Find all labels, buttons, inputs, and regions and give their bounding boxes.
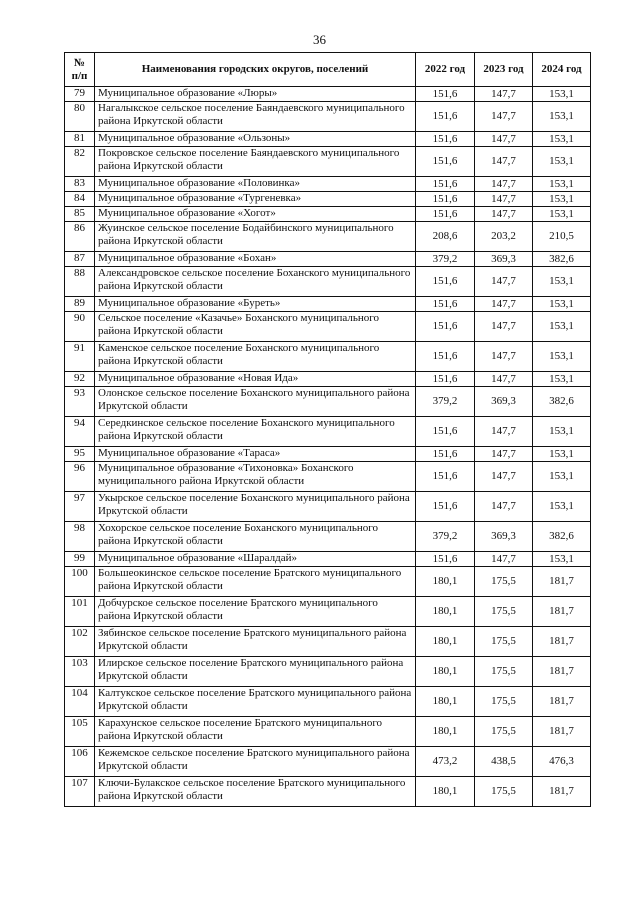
row-number: 87 [65, 252, 95, 267]
table-header-row [65, 53, 591, 87]
row-number: 86 [65, 222, 95, 252]
row-number: 102 [65, 627, 95, 657]
table-row [65, 657, 591, 687]
row-value-2023: 147,7 [475, 177, 533, 192]
row-value-2023: 369,3 [475, 387, 533, 417]
table-row [65, 747, 591, 777]
row-value-2022: 151,6 [416, 342, 475, 372]
row-value-2022: 151,6 [416, 372, 475, 387]
row-number: 79 [65, 87, 95, 102]
row-number: 88 [65, 267, 95, 297]
header-num: № п/п [65, 53, 95, 87]
municipalities-table [64, 52, 591, 807]
row-number: 85 [65, 207, 95, 222]
row-value-2023: 147,7 [475, 342, 533, 372]
row-value-2022: 180,1 [416, 597, 475, 627]
row-value-2024: 181,7 [533, 627, 591, 657]
row-name: Большеокинское сельское поселение Братского муниципального района Иркутской области [95, 567, 416, 597]
row-value-2024: 153,1 [533, 87, 591, 102]
row-value-2024: 153,1 [533, 132, 591, 147]
table-row [65, 777, 591, 807]
row-value-2023: 147,7 [475, 147, 533, 177]
row-number: 81 [65, 132, 95, 147]
row-value-2023: 147,7 [475, 192, 533, 207]
row-name: Александровское сельское поселение Боханского муниципального района Иркутской области [95, 267, 416, 297]
row-name: Муниципальное образование «Люры» [95, 87, 416, 102]
row-value-2023: 175,5 [475, 717, 533, 747]
row-value-2022: 208,6 [416, 222, 475, 252]
row-value-2022: 379,2 [416, 522, 475, 552]
row-number: 84 [65, 192, 95, 207]
table-row [65, 567, 591, 597]
table-row [65, 297, 591, 312]
row-number: 100 [65, 567, 95, 597]
row-name: Муниципальное образование «Хогот» [95, 207, 416, 222]
table-row [65, 627, 591, 657]
header-name: Наименования городских округов, поселений [95, 53, 416, 87]
row-value-2024: 153,1 [533, 147, 591, 177]
row-number: 103 [65, 657, 95, 687]
row-value-2023: 147,7 [475, 207, 533, 222]
row-name: Каменское сельское поселение Боханского муниципального района Иркутской области [95, 342, 416, 372]
row-value-2024: 153,1 [533, 447, 591, 462]
row-value-2022: 180,1 [416, 687, 475, 717]
row-name: Ключи-Булакское сельское поселение Братского муниципального района Иркутской области [95, 777, 416, 807]
row-number: 93 [65, 387, 95, 417]
row-value-2023: 147,7 [475, 87, 533, 102]
row-value-2023: 369,3 [475, 522, 533, 552]
table-row [65, 132, 591, 147]
row-name: Муниципальное образование «Тургеневка» [95, 192, 416, 207]
row-value-2023: 147,7 [475, 447, 533, 462]
row-name: Зябинское сельское поселение Братского муниципального района Иркутской области [95, 627, 416, 657]
row-value-2023: 175,5 [475, 657, 533, 687]
table-row [65, 147, 591, 177]
row-value-2023: 175,5 [475, 777, 533, 807]
row-value-2023: 438,5 [475, 747, 533, 777]
table-row [65, 192, 591, 207]
row-number: 98 [65, 522, 95, 552]
row-name: Нагалыкское сельское поселение Баяндаевского муниципального района Иркутской области [95, 102, 416, 132]
row-value-2024: 153,1 [533, 342, 591, 372]
row-value-2024: 153,1 [533, 492, 591, 522]
row-number: 83 [65, 177, 95, 192]
row-number: 96 [65, 462, 95, 492]
row-name: Хохорское сельское поселение Боханского муниципального района Иркутской области [95, 522, 416, 552]
row-value-2023: 175,5 [475, 567, 533, 597]
table-row [65, 687, 591, 717]
row-value-2023: 175,5 [475, 687, 533, 717]
row-name: Муниципальное образование «Тараса» [95, 447, 416, 462]
row-number: 89 [65, 297, 95, 312]
table-row [65, 447, 591, 462]
row-name: Карахунское сельское поселение Братского муниципального района Иркутской области [95, 717, 416, 747]
row-value-2022: 151,6 [416, 102, 475, 132]
row-value-2022: 180,1 [416, 567, 475, 597]
row-name: Муниципальное образование «Новая Ида» [95, 372, 416, 387]
table-body [65, 87, 591, 807]
row-number: 95 [65, 447, 95, 462]
row-value-2023: 147,7 [475, 462, 533, 492]
row-value-2022: 473,2 [416, 747, 475, 777]
row-value-2022: 151,6 [416, 462, 475, 492]
row-value-2022: 151,6 [416, 312, 475, 342]
row-value-2022: 379,2 [416, 252, 475, 267]
row-name: Середкинское сельское поселение Боханского муниципального района Иркутской области [95, 417, 416, 447]
row-name: Укырское сельское поселение Боханского муниципального района Иркутской области [95, 492, 416, 522]
row-value-2024: 153,1 [533, 207, 591, 222]
row-value-2024: 181,7 [533, 597, 591, 627]
row-value-2024: 153,1 [533, 177, 591, 192]
row-number: 97 [65, 492, 95, 522]
table-row [65, 462, 591, 492]
row-name: Олонское сельское поселение Боханского муниципального района Иркутской области [95, 387, 416, 417]
row-value-2022: 151,6 [416, 132, 475, 147]
row-name: Муниципальное образование «Буреть» [95, 297, 416, 312]
page-number: 36 [313, 32, 326, 47]
row-value-2023: 147,7 [475, 267, 533, 297]
row-value-2024: 181,7 [533, 687, 591, 717]
header-2024: 2024 год [533, 53, 591, 87]
row-value-2024: 153,1 [533, 462, 591, 492]
table-row [65, 252, 591, 267]
row-value-2022: 151,6 [416, 192, 475, 207]
row-number: 99 [65, 552, 95, 567]
row-value-2023: 147,7 [475, 552, 533, 567]
table-row [65, 267, 591, 297]
row-value-2024: 153,1 [533, 267, 591, 297]
row-value-2024: 153,1 [533, 312, 591, 342]
row-number: 80 [65, 102, 95, 132]
table-row [65, 597, 591, 627]
row-value-2022: 180,1 [416, 657, 475, 687]
row-number: 105 [65, 717, 95, 747]
row-value-2024: 153,1 [533, 417, 591, 447]
row-value-2023: 147,7 [475, 132, 533, 147]
row-name: Покровское сельское поселение Баяндаевского муниципального района Иркутской области [95, 147, 416, 177]
row-value-2023: 203,2 [475, 222, 533, 252]
row-number: 94 [65, 417, 95, 447]
row-value-2022: 151,6 [416, 417, 475, 447]
header-2023: 2023 год [475, 53, 533, 87]
table-row [65, 207, 591, 222]
row-value-2024: 181,7 [533, 567, 591, 597]
row-value-2022: 151,6 [416, 492, 475, 522]
row-name: Сельское поселение «Казачье» Боханского муниципального района Иркутской области [95, 312, 416, 342]
row-number: 101 [65, 597, 95, 627]
row-value-2023: 147,7 [475, 297, 533, 312]
row-name: Муниципальное образование «Ользоны» [95, 132, 416, 147]
row-value-2024: 153,1 [533, 552, 591, 567]
row-number: 91 [65, 342, 95, 372]
row-name: Жуинское сельское поселение Бодайбинского муниципального района Иркутской области [95, 222, 416, 252]
row-value-2022: 151,6 [416, 207, 475, 222]
table-row [65, 342, 591, 372]
row-value-2022: 151,6 [416, 147, 475, 177]
row-value-2024: 210,5 [533, 222, 591, 252]
row-value-2024: 153,1 [533, 372, 591, 387]
row-value-2024: 181,7 [533, 717, 591, 747]
table-row [65, 717, 591, 747]
row-name: Муниципальное образование «Тихоновка» Боханского муниципального района Иркутской области [95, 462, 416, 492]
row-name: Добчурское сельское поселение Братского муниципального района Иркутской области [95, 597, 416, 627]
row-value-2022: 151,6 [416, 297, 475, 312]
row-value-2023: 175,5 [475, 627, 533, 657]
table-row [65, 522, 591, 552]
table-row [65, 417, 591, 447]
row-value-2023: 147,7 [475, 417, 533, 447]
row-value-2023: 175,5 [475, 597, 533, 627]
row-value-2024: 181,7 [533, 777, 591, 807]
row-value-2022: 180,1 [416, 717, 475, 747]
row-number: 104 [65, 687, 95, 717]
row-value-2022: 151,6 [416, 447, 475, 462]
row-value-2024: 181,7 [533, 657, 591, 687]
row-value-2022: 151,6 [416, 552, 475, 567]
row-value-2023: 369,3 [475, 252, 533, 267]
row-number: 106 [65, 747, 95, 777]
row-name: Муниципальное образование «Шаралдай» [95, 552, 416, 567]
table-row [65, 177, 591, 192]
table-row [65, 372, 591, 387]
row-value-2022: 180,1 [416, 777, 475, 807]
row-value-2023: 147,7 [475, 102, 533, 132]
table-row [65, 312, 591, 342]
row-value-2022: 151,6 [416, 177, 475, 192]
row-value-2022: 379,2 [416, 387, 475, 417]
table-row [65, 102, 591, 132]
table-row [65, 387, 591, 417]
row-number: 82 [65, 147, 95, 177]
row-value-2024: 382,6 [533, 522, 591, 552]
row-number: 92 [65, 372, 95, 387]
row-name: Калтукское сельское поселение Братского муниципального района Иркутской области [95, 687, 416, 717]
row-value-2022: 180,1 [416, 627, 475, 657]
table-row [65, 552, 591, 567]
table-row [65, 492, 591, 522]
row-name: Муниципальное образование «Бохан» [95, 252, 416, 267]
table-row [65, 87, 591, 102]
row-number: 107 [65, 777, 95, 807]
row-value-2024: 153,1 [533, 297, 591, 312]
row-number: 90 [65, 312, 95, 342]
row-name: Муниципальное образование «Половинка» [95, 177, 416, 192]
row-value-2024: 382,6 [533, 387, 591, 417]
row-value-2024: 153,1 [533, 102, 591, 132]
row-value-2024: 382,6 [533, 252, 591, 267]
table-row [65, 222, 591, 252]
row-value-2024: 476,3 [533, 747, 591, 777]
row-value-2023: 147,7 [475, 312, 533, 342]
row-value-2022: 151,6 [416, 267, 475, 297]
row-value-2023: 147,7 [475, 492, 533, 522]
row-value-2023: 147,7 [475, 372, 533, 387]
header-2022: 2022 год [416, 53, 475, 87]
row-name: Кежемское сельское поселение Братского муниципального района Иркутской области [95, 747, 416, 777]
row-name: Илирское сельское поселение Братского муниципального района Иркутской области [95, 657, 416, 687]
row-value-2024: 153,1 [533, 192, 591, 207]
row-value-2022: 151,6 [416, 87, 475, 102]
